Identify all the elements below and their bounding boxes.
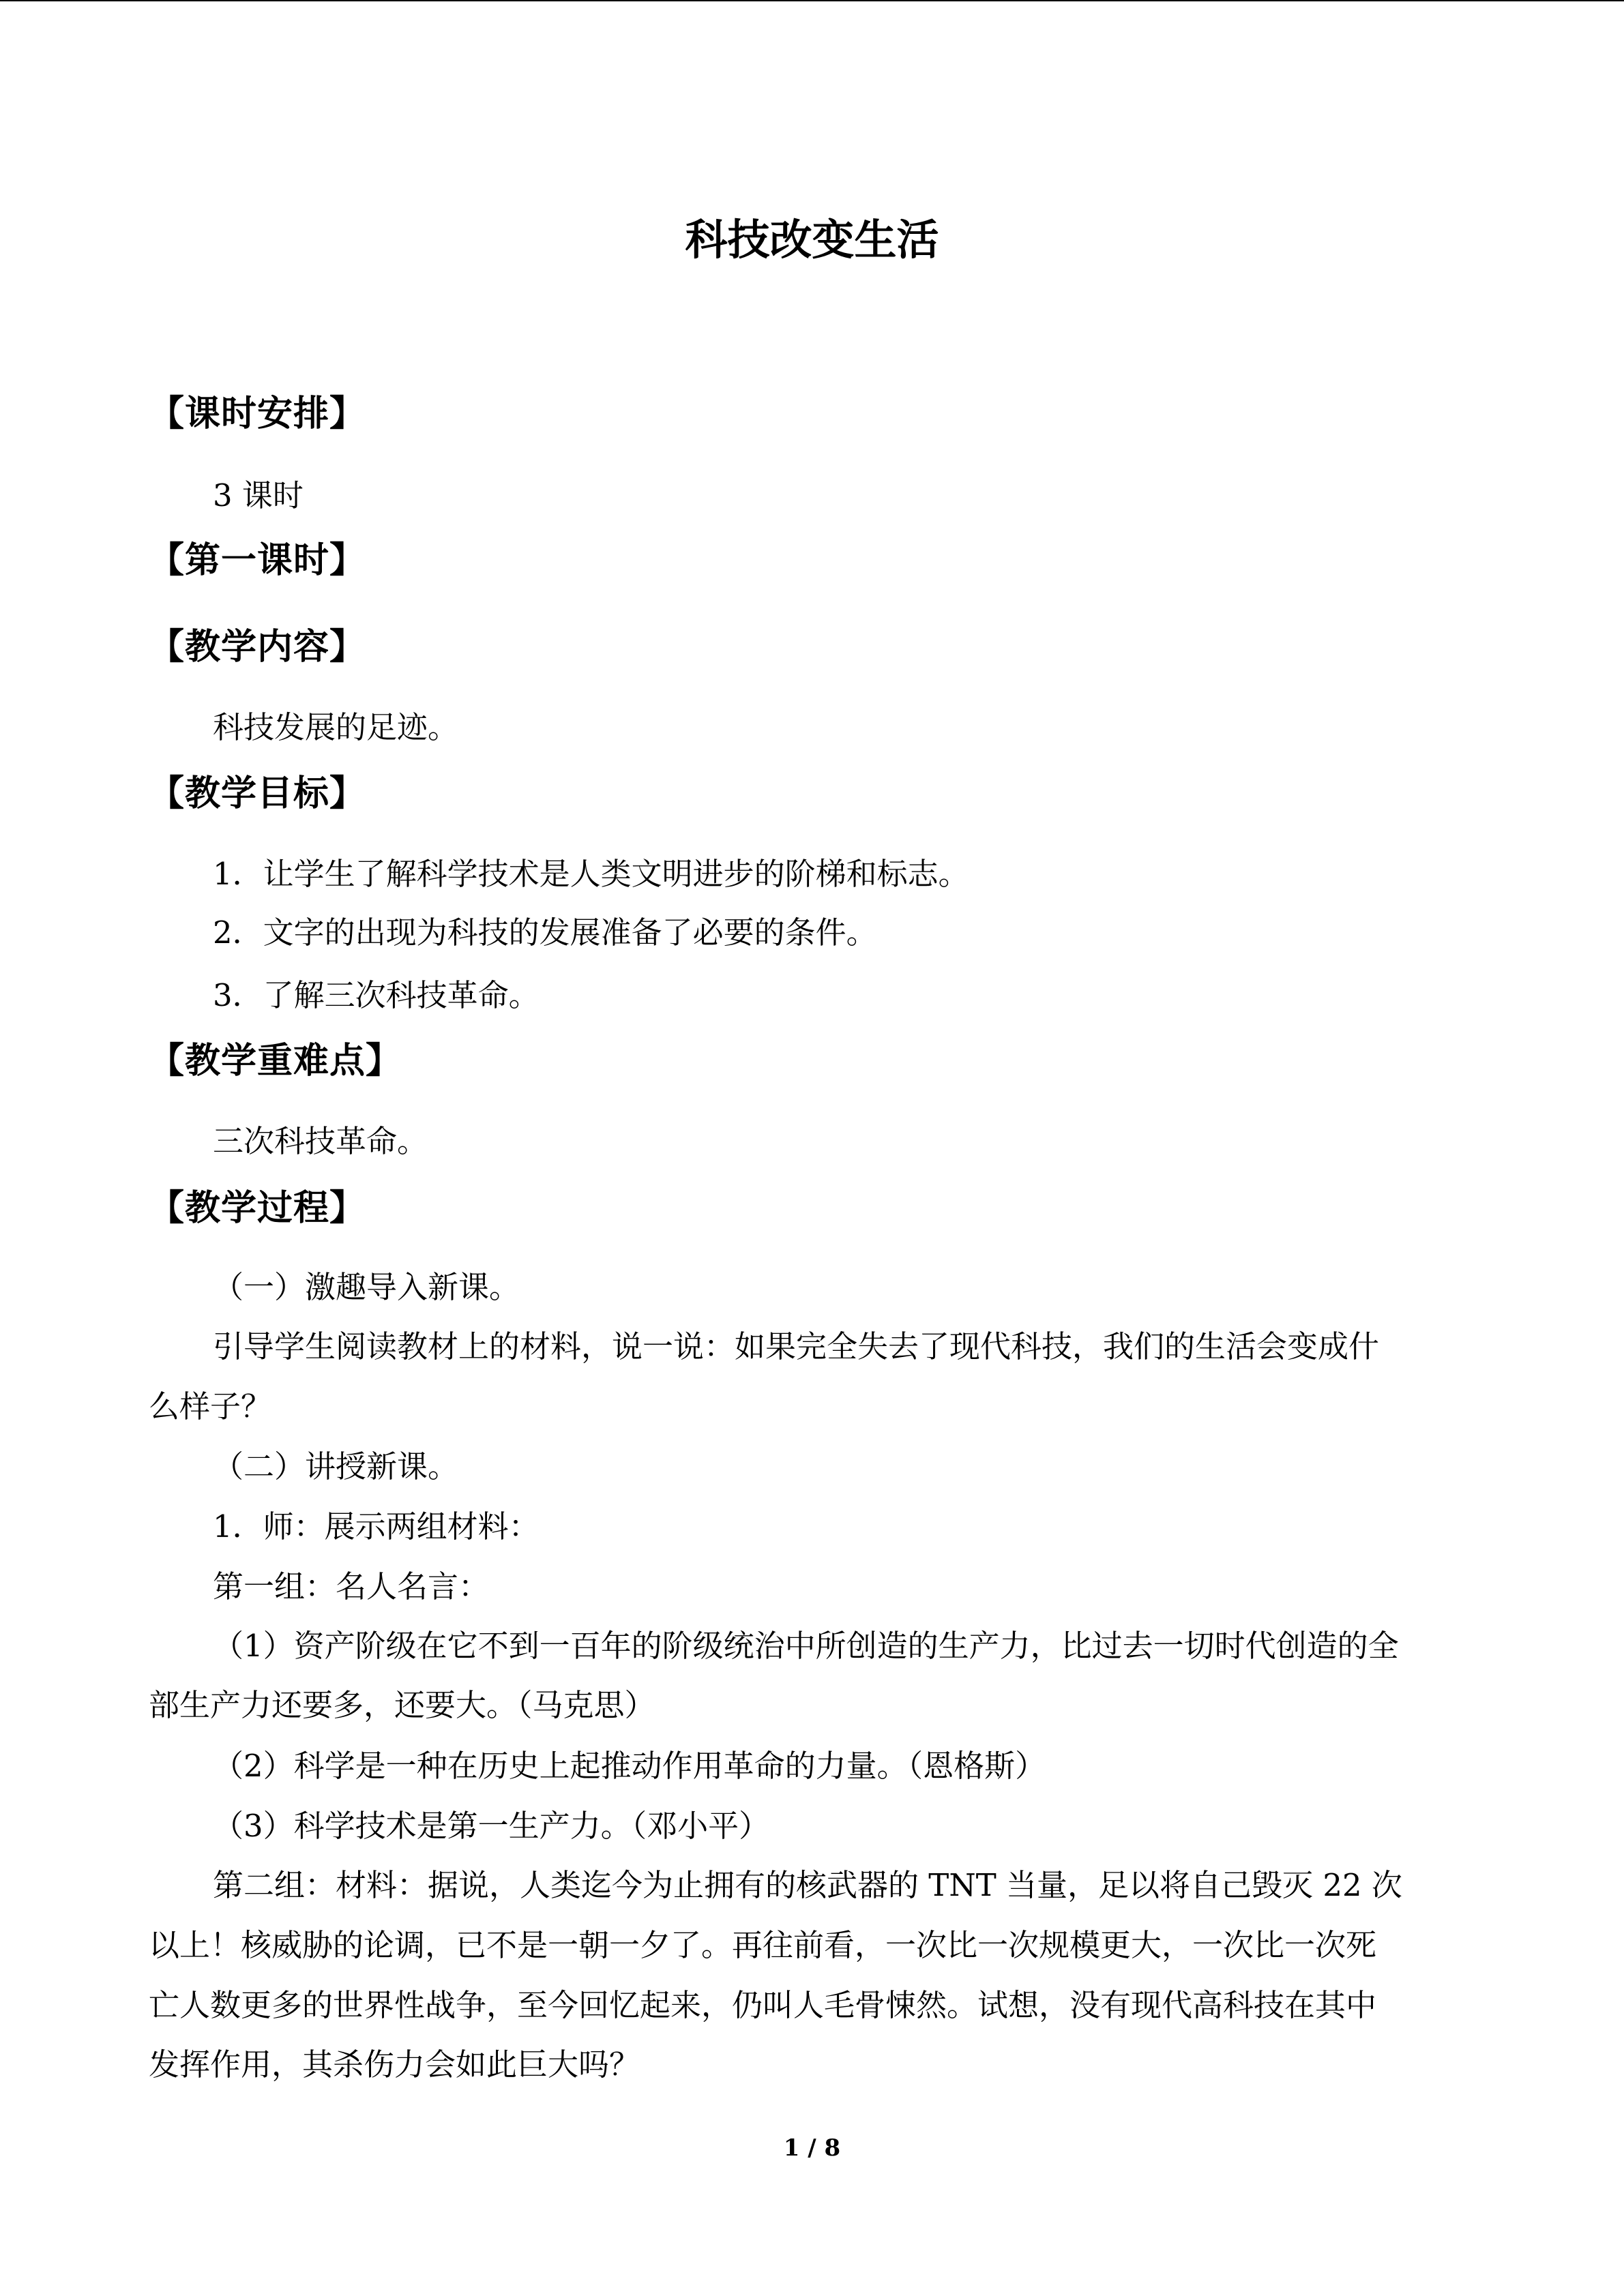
section-heading-process: 【教学过程】 bbox=[149, 1188, 366, 1229]
process-paragraph: 第一组：名人名言： bbox=[213, 1568, 490, 1605]
process-paragraph: （一）激趣导入新课。 bbox=[213, 1269, 520, 1305]
process-paragraph-continuation: 亡人数更多的世界性战争，至今回忆起来，仍叫人毛骨悚然。试想，没有现代高科技在其中 bbox=[149, 1987, 1377, 2023]
process-paragraph-continuation: 以上！核威胁的论调，已不是一朝一夕了。再往前看，一次比一次规模更大，一次比一次死 bbox=[149, 1927, 1377, 1963]
goal-item: 3．了解三次科技革命。 bbox=[213, 977, 540, 1013]
process-paragraph: （1）资产阶级在它不到一百年的阶级统治中所创造的生产力，比过去一切时代创造的全 bbox=[213, 1628, 1399, 1664]
content-text: 科技发展的足迹。 bbox=[213, 709, 459, 745]
top-border-line bbox=[0, 0, 1624, 1]
process-paragraph: （3）科学技术是第一生产力。（邓小平） bbox=[213, 1808, 770, 1844]
process-paragraph: 第二组：材料：据说，人类迄今为止拥有的核武器的 TNT 当量，足以将自己毁灭 22 次 bbox=[213, 1867, 1402, 1903]
goal-item: 2．文字的出现为科技的发展准备了必要的条件。 bbox=[213, 914, 877, 951]
process-paragraph: （2）科学是一种在历史上起推动作用革命的力量。（恩格斯） bbox=[213, 1748, 1046, 1784]
process-paragraph-continuation: 部生产力还要多，还要大。（马克思） bbox=[149, 1687, 655, 1723]
section-heading-difficulty: 【教学重难点】 bbox=[149, 1041, 402, 1082]
section-heading-content: 【教学内容】 bbox=[149, 627, 366, 668]
process-paragraph-continuation: 么样子？ bbox=[149, 1388, 272, 1425]
section-heading-goals: 【教学目标】 bbox=[149, 773, 366, 814]
process-paragraph: （二）讲授新课。 bbox=[213, 1448, 459, 1485]
page-number: 1 / 8 bbox=[783, 2134, 841, 2162]
goal-item: 1．让学生了解科学技术是人类文明进步的阶梯和标志。 bbox=[213, 856, 969, 892]
process-paragraph: 引导学生阅读教材上的材料，说一说：如果完全失去了现代科技，我们的生活会变成什 bbox=[213, 1328, 1380, 1365]
process-paragraph-continuation: 发挥作用，其杀伤力会如此巨大吗？ bbox=[149, 2046, 640, 2083]
document-title: 科技改变生活 bbox=[685, 215, 939, 265]
section-heading-schedule: 【课时安排】 bbox=[149, 393, 366, 434]
difficulty-text: 三次科技革命。 bbox=[213, 1123, 428, 1159]
section-heading-first-lesson: 【第一课时】 bbox=[149, 540, 366, 581]
schedule-text: 3 课时 bbox=[213, 477, 304, 513]
process-paragraph: 1．师：展示两组材料： bbox=[213, 1508, 540, 1545]
